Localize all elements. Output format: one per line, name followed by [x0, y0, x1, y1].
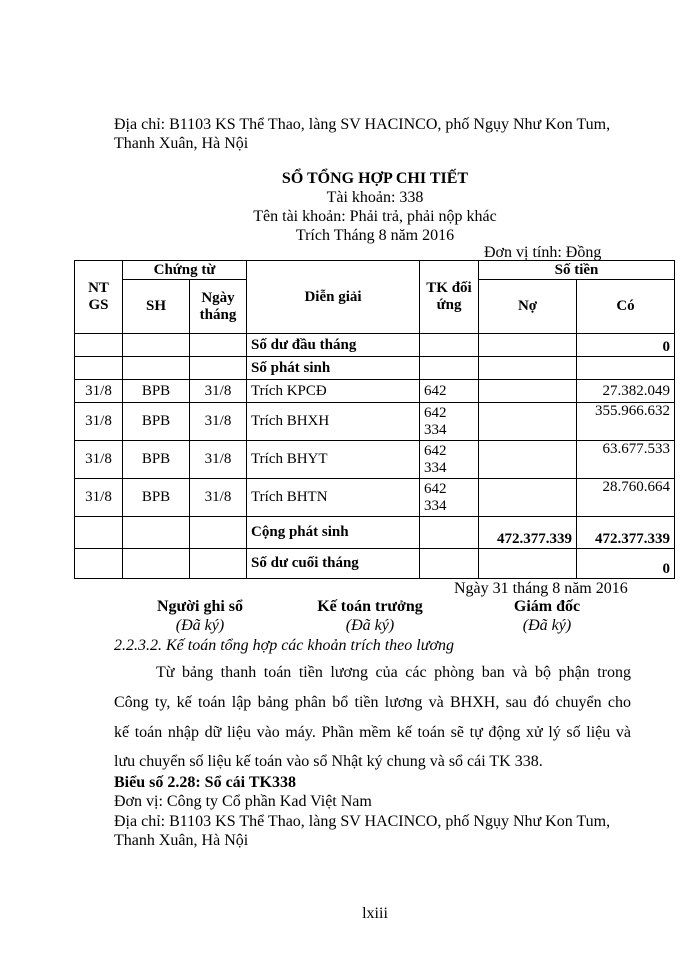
row-sh: BPB [123, 479, 190, 517]
row-ntgs: 31/8 [75, 479, 123, 517]
row-tk: 642 [420, 380, 479, 403]
row-tk: 642 [424, 442, 447, 459]
row-tk: 334 [424, 421, 447, 438]
table-row [75, 549, 675, 579]
row-tk: 642 [424, 404, 447, 421]
signature-signed: (Đã ký) [522, 617, 572, 634]
row-sh: BPB [123, 403, 190, 441]
row-ntgs: 31/8 [75, 403, 123, 441]
row-desc: Trích BHYT [247, 441, 420, 479]
header-tk: TK đối ứng [420, 261, 479, 334]
section-para-line: Từ bảng thanh toán tiền lương của các phòng ban và bộ phận trong [156, 664, 631, 681]
report-period: Trích Tháng 8 năm 2016 [295, 227, 455, 244]
row-sh: BPB [123, 441, 190, 479]
row-debit [479, 479, 577, 517]
row-desc: Trích KPCĐ [247, 380, 420, 403]
header-date: Ngày tháng [190, 280, 247, 334]
header-debit: Nợ [479, 280, 577, 334]
signature-date: Ngày 31 tháng 8 năm 2016 [454, 580, 628, 597]
opening-desc: Số dư đầu tháng [247, 334, 420, 357]
footer-address-line1: Địa chỉ: B1103 KS Thể Thao, làng SV HACINCO, phố Ngụy Như Kon Tum, [114, 813, 611, 830]
row-ntgs: 31/8 [75, 441, 123, 479]
header-voucher: Chứng từ [123, 261, 247, 280]
signature-director: Giám đốc [513, 598, 581, 615]
table-row [75, 517, 675, 549]
table-row [75, 334, 675, 357]
arising-label: Số phát sinh [247, 357, 420, 380]
footer-caption: Biểu số 2.28: Sổ cái TK338 [114, 774, 296, 791]
header-sh: SH [123, 280, 190, 334]
section-heading: 2.2.3.2. Kế toán tổng hợp các khoản trích theo lương [114, 637, 454, 654]
row-debit [479, 380, 577, 403]
row-desc: Trích BHXH [247, 403, 420, 441]
report-account-name: Tên tài khoản: Phải trả, phải nộp khác [253, 208, 497, 225]
signature-signed: (Đã ký) [175, 617, 225, 634]
section-para-line: kế toán nhập dữ liệu vào máy. Phần mềm kế toán sẽ tự động xử lý số liệu và [114, 724, 631, 741]
opening-credit: 0 [577, 334, 675, 357]
page-number: lxiii [362, 905, 388, 922]
row-tk: 334 [424, 497, 447, 514]
row-date: 31/8 [190, 403, 247, 441]
header-desc: Diễn giải [247, 261, 420, 334]
row-credit: 28.760.664 [577, 479, 675, 517]
table-row [75, 403, 675, 441]
section-para-line: lưu chuyển số liệu kế toán vào sổ Nhật ký chung và sổ cái TK 338. [114, 753, 543, 770]
total-desc: Cộng phát sinh [247, 517, 420, 549]
row-desc: Trích BHTN [247, 479, 420, 517]
report-title: SỔ TỔNG HỢP CHI TIẾT [281, 170, 469, 187]
header-address-line1: Địa chỉ: B1103 KS Thể Thao, làng SV HACINCO, phố Ngụy Như Kon Tum, [114, 116, 611, 133]
row-date: 31/8 [190, 479, 247, 517]
table-row [75, 479, 675, 517]
header-amount: Số tiền [479, 261, 675, 280]
row-credit: 355.966.632 [577, 403, 675, 441]
signature-signed: (Đã ký) [345, 617, 395, 634]
header-ntgs: NT GS [75, 261, 123, 334]
row-tk: 642 [424, 480, 447, 497]
section-para-line: Công ty, kế toán lập bảng phân bổ tiền lương và BHXH, sau đó chuyển cho [114, 694, 631, 711]
table-row [75, 357, 675, 380]
footer-unit: Đơn vị: Công ty Cổ phần Kad Việt Nam [114, 793, 372, 810]
report-account: Tài khoản: 338 [326, 189, 424, 206]
row-debit [479, 403, 577, 441]
table-row [75, 380, 675, 403]
footer-address-line2: Thanh Xuân, Hà Nội [114, 832, 249, 849]
row-date: 31/8 [190, 380, 247, 403]
report-unit: Đơn vị tính: Đồng [484, 244, 602, 261]
closing-credit: 0 [577, 549, 675, 579]
closing-desc: Số dư cuối tháng [247, 549, 420, 579]
row-credit: 63.677.533 [577, 441, 675, 479]
header-credit: Có [577, 280, 675, 334]
ledger-table [74, 260, 675, 579]
row-tk: 334 [424, 459, 447, 476]
signature-chief-accountant: Kế toán trưởng [317, 598, 423, 615]
row-ntgs: 31/8 [75, 380, 123, 403]
row-sh: BPB [123, 380, 190, 403]
total-credit: 472.377.339 [577, 517, 675, 549]
row-date: 31/8 [190, 441, 247, 479]
row-debit [479, 441, 577, 479]
header-address-line2: Thanh Xuân, Hà Nội [114, 135, 249, 152]
table-row [75, 441, 675, 479]
row-credit: 27.382.049 [577, 380, 675, 403]
total-debit: 472.377.339 [479, 517, 577, 549]
signature-recorder: Người ghi sổ [156, 598, 244, 615]
